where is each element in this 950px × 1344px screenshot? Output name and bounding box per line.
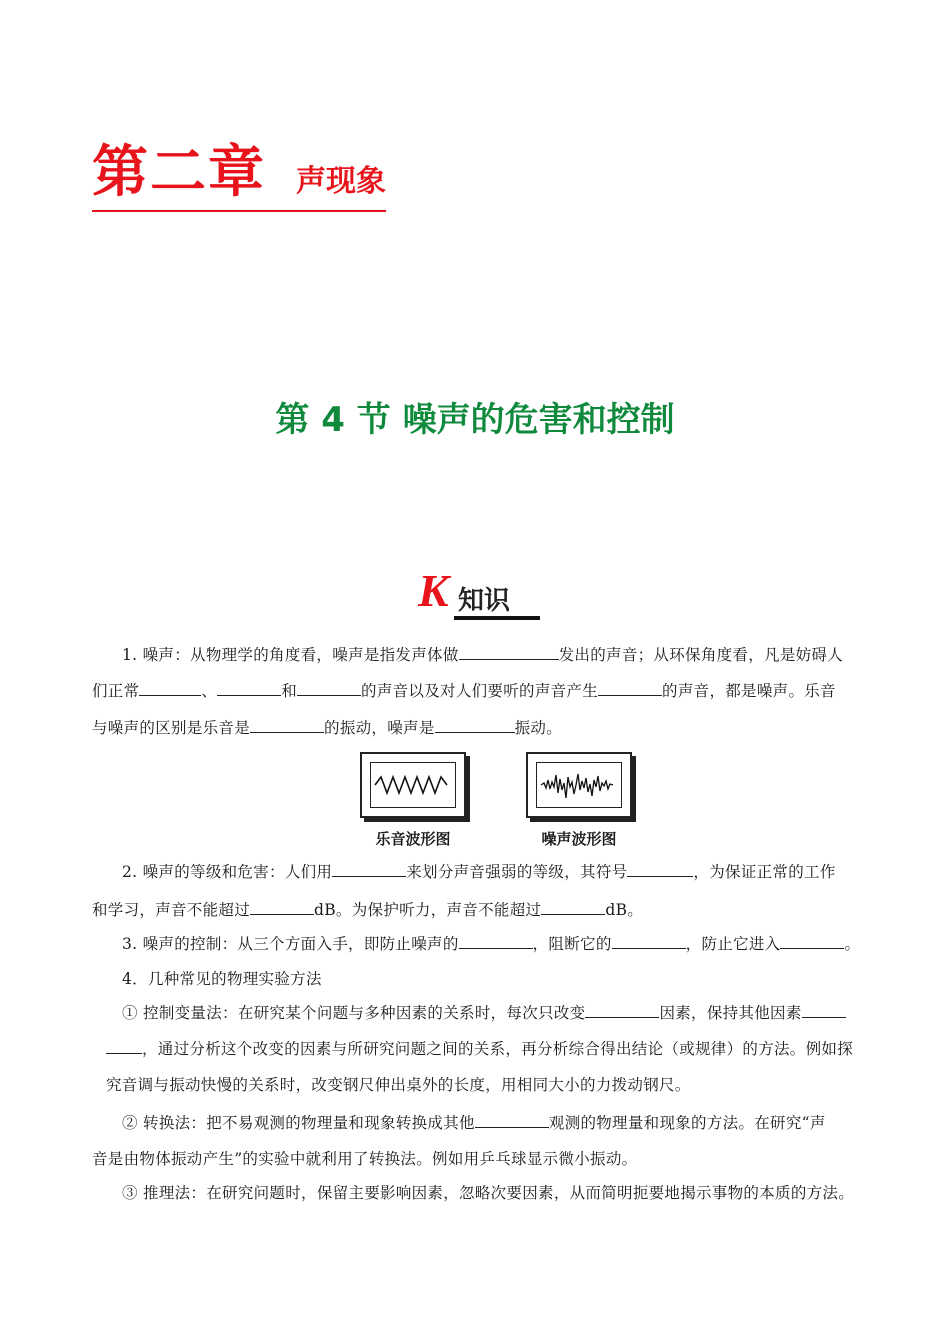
blank[interactable] <box>332 858 406 877</box>
music-waveform-caption: 乐音波形图 <box>375 830 451 848</box>
blank[interactable] <box>585 999 659 1018</box>
p3-line1: 3. 噪声的控制：从三个方面入手，即防止噪声的 ，阻断它的 ，防止它进入 。 <box>122 927 860 961</box>
music-waveform-figure <box>360 752 466 849</box>
blank[interactable] <box>217 677 281 696</box>
blank[interactable] <box>459 930 533 949</box>
blank[interactable] <box>627 858 693 877</box>
noise-waveform-icon <box>537 763 620 806</box>
m2-line1: ② 转换法：把不易观测的物理量和现象转换成其他 观测的物理量和现象的方法。在研究“声 <box>122 1106 826 1140</box>
blank[interactable] <box>435 714 515 733</box>
blank[interactable] <box>106 1035 142 1054</box>
badge-underline <box>454 616 540 620</box>
blank[interactable] <box>250 896 314 915</box>
blank[interactable] <box>541 896 605 915</box>
p2-line1: 2. 噪声的等级和危害：人们用 来划分声音强弱的等级，其符号 ，为保证正常的工作 <box>122 855 836 889</box>
section-title: 第 4 节 噪声的危害和控制 <box>275 400 675 440</box>
m3-line1: ③ 推理法：在研究问题时，保留主要影响因素，忽略次要因素，从而简明扼要地揭示事物的本质的方法。 <box>122 1184 855 1202</box>
m2-line2: 音是由物体振动产生”的实验中就利用了转换法。例如用乒乓球显示微小振动。 <box>92 1150 638 1168</box>
blank[interactable] <box>139 677 201 696</box>
k-letter: K <box>418 565 449 616</box>
p1-line1: 1. 噪声：从物理学的角度看，噪声是指发声体做 发出的声音；从环保角度看，凡是妨碍人 <box>122 638 843 672</box>
blank[interactable] <box>802 999 846 1018</box>
oscilloscope-frame <box>526 752 632 818</box>
blank[interactable] <box>612 930 686 949</box>
noise-waveform-caption: 噪声波形图 <box>541 830 617 848</box>
m1-line2: ，通过分析这个改变的因素与所研究问题之间的关系，再分析综合得出结论（或规律）的方法。例如探 <box>106 1032 853 1066</box>
blank[interactable] <box>297 677 361 696</box>
chapter-subtitle: 声现象 <box>296 164 386 199</box>
blank[interactable] <box>250 714 324 733</box>
p1-line3: 与噪声的区别是乐音是 的振动，噪声是 振动。 <box>92 711 562 745</box>
chapter-number: 第二章 <box>92 139 266 205</box>
blank[interactable] <box>780 930 844 949</box>
noise-waveform-figure <box>526 752 632 849</box>
oscilloscope-frame <box>360 752 466 818</box>
p2-line2: 和学习，声音不能超过 dB。为保护听力，声音不能超过 dB。 <box>92 893 643 927</box>
chapter-heading <box>92 128 386 212</box>
music-waveform-icon <box>371 763 454 806</box>
blank[interactable] <box>598 677 662 696</box>
knowledge-label: 知识 <box>458 586 511 616</box>
p1-line2: 们正常 、 和 的声音以及对人们要听的声音产生 的声音，都是噪声。乐音 <box>92 674 836 708</box>
blank[interactable] <box>475 1109 549 1128</box>
p4-line1: 4．几种常见的物理实验方法 <box>122 970 322 988</box>
blank[interactable] <box>459 641 559 660</box>
m1-line1: ① 控制变量法：在研究某个问题与多种因素的关系时，每次只改变 因素，保持其他因素 <box>122 996 846 1030</box>
m1-line3: 究音调与振动快慢的关系时，改变钢尺伸出桌外的长度，用相同大小的力拨动钢尺。 <box>106 1076 691 1094</box>
knowledge-badge <box>418 565 522 620</box>
